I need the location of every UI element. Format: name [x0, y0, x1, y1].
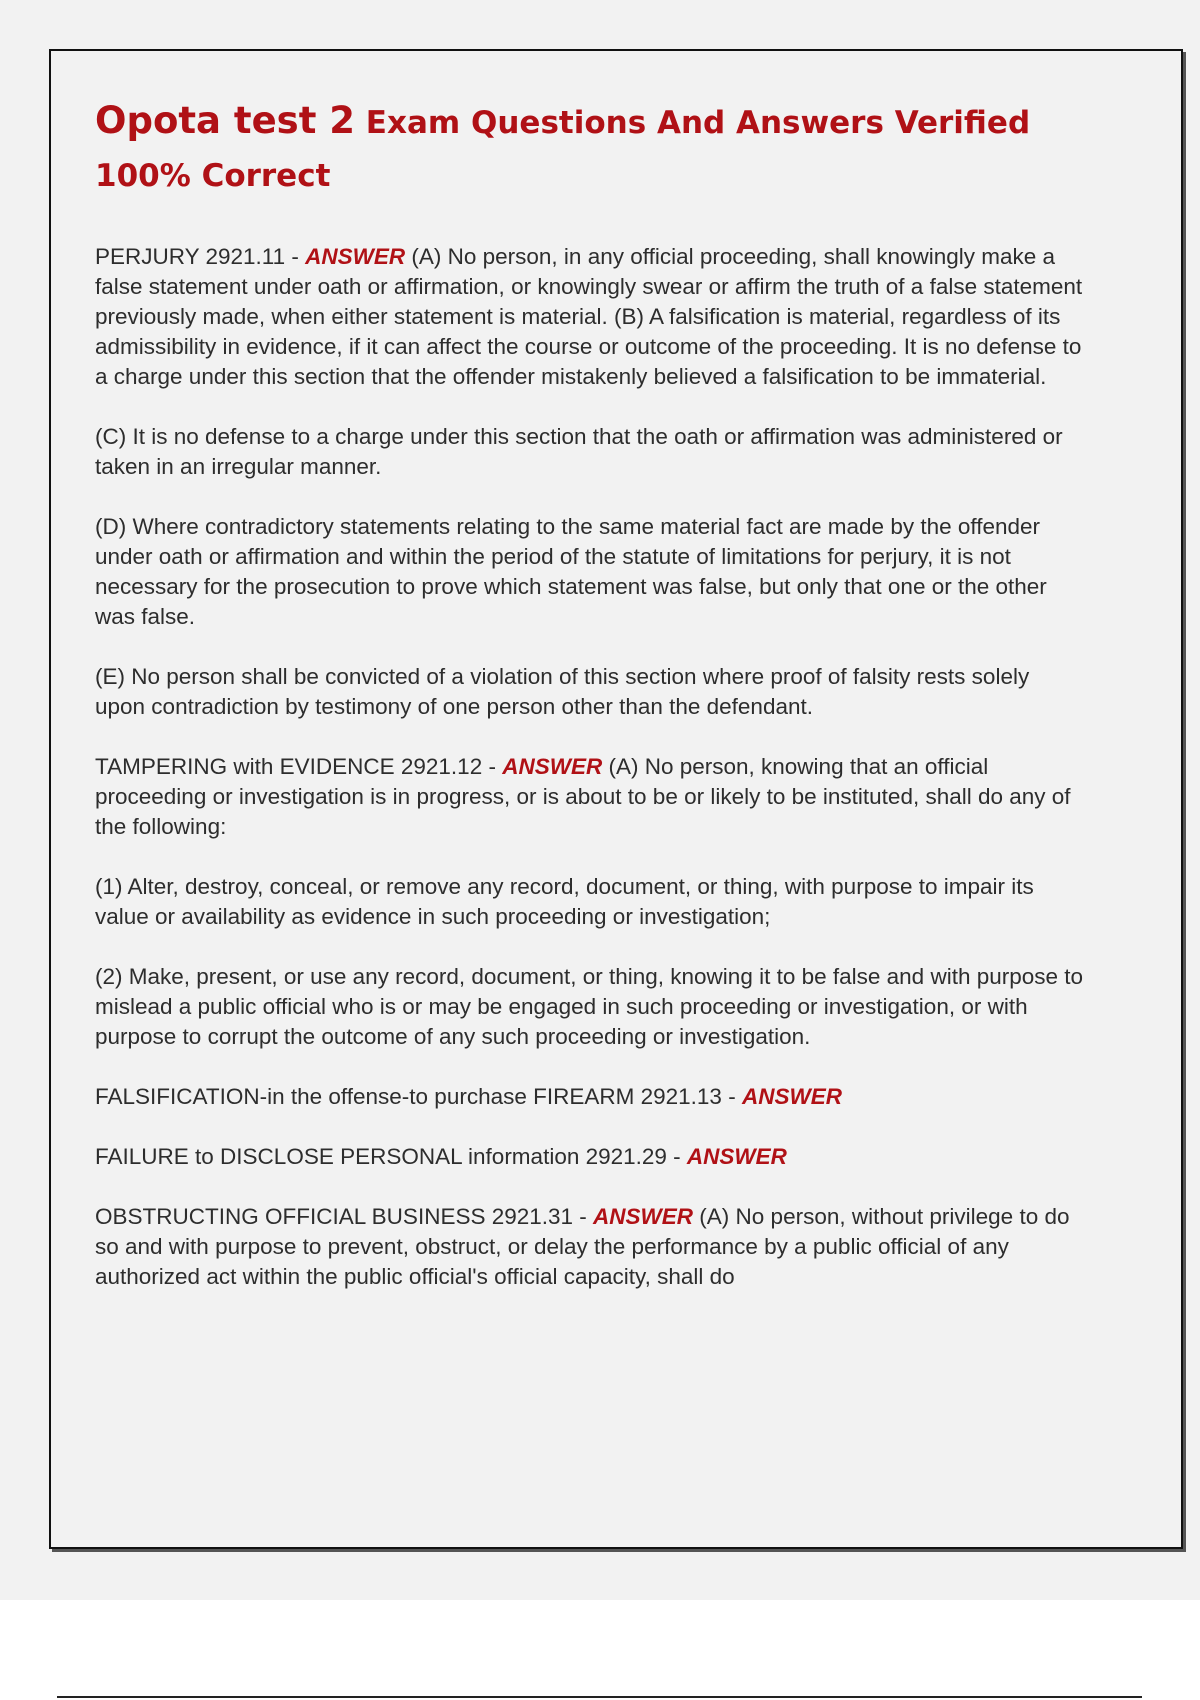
- answer-label: ANSWER: [741, 1084, 842, 1109]
- paragraph-text: (E) No person shall be convicted of a violation of this section where proof of falsity rests solely upon contradiction by testimony of one person other than the defendant.: [95, 664, 1030, 719]
- paragraph-perjury-d: [95, 512, 1085, 632]
- paragraph-tampering: [95, 752, 1085, 842]
- paragraph-obstructing: [95, 1202, 1085, 1292]
- document-content: [95, 95, 1085, 1322]
- paragraph-text: (A) No person, in any official proceeding, shall knowingly make a false statement under oath or affirmation, or knowingly swear or affirm the truth of a false statement previously made, when either statement is material. (B) A falsification is material, regardless of its admissibility in evidence, if it can affect the course or outcome of the proceeding. It is no defense to a charge under this section that the offender mistakenly believed a falsification to be immaterial.: [95, 244, 1083, 389]
- paragraph-text: (1) Alter, destroy, conceal, or remove any record, document, or thing, with purpose to impair its value or availability as evidence in such proceeding or investigation;: [95, 874, 1034, 929]
- document-title: [95, 95, 1085, 202]
- paragraph-prefix: FAILURE to DISCLOSE PERSONAL information 2921.29 -: [95, 1144, 687, 1169]
- paragraph-text: (A) No person, knowing that an official proceeding or investigation is in progress, or is about to be or likely to be instituted, shall do any of the following:: [95, 754, 1071, 839]
- paragraph-perjury-c: [95, 422, 1085, 482]
- paragraph-text: (2) Make, present, or use any record, document, or thing, knowing it to be false and with purpose to mislead a public official who is or may be engaged in such proceeding or investigation, or with purpose to corrupt the outcome of any such proceeding or investigation.: [95, 964, 1084, 1049]
- title-part-1: Opota test 2: [95, 99, 356, 142]
- paragraph-text: (A) No person, without privilege to do so and with purpose to prevent, obstruct, or delay the performance by a public official of any authorized act within the public official's official capacity, shall do: [95, 1204, 1070, 1289]
- paragraph-prefix: OBSTRUCTING OFFICIAL BUSINESS 2921.31 -: [95, 1204, 594, 1229]
- paragraph-text: (C) It is no defense to a charge under this section that the oath or affirmation was administered or taken in an irregular manner.: [95, 424, 1063, 479]
- paragraph-tampering-1: [95, 872, 1085, 932]
- title-part-2: Exam Questions And Answers Verified 100% Correct: [95, 105, 1031, 194]
- paragraph-text: (D) Where contradictory statements relating to the same material fact are made by the offender under oath or affirmation and within the period of the statute of limitations for perjury, it is not necessary for the prosecution to prove which statement was false, but only that one or the other was false.: [95, 514, 1047, 629]
- paragraph-perjury-e: [95, 662, 1085, 722]
- paragraph-failure-to-disclose: [95, 1142, 1085, 1172]
- answer-label: ANSWER: [593, 1204, 694, 1229]
- paragraph-prefix: PERJURY 2921.11 -: [95, 244, 306, 269]
- footer-divider: [57, 1696, 1142, 1698]
- paragraph-perjury: [95, 242, 1085, 392]
- paragraph-prefix: TAMPERING with EVIDENCE 2921.12 -: [95, 754, 503, 779]
- paragraph-prefix: FALSIFICATION-in the offense-to purchase FIREARM 2921.13 -: [95, 1084, 742, 1109]
- answer-label: ANSWER: [305, 244, 406, 269]
- answer-label: ANSWER: [686, 1144, 787, 1169]
- answer-label: ANSWER: [502, 754, 603, 779]
- paragraph-tampering-2: [95, 962, 1085, 1052]
- paragraph-falsification: [95, 1082, 1085, 1112]
